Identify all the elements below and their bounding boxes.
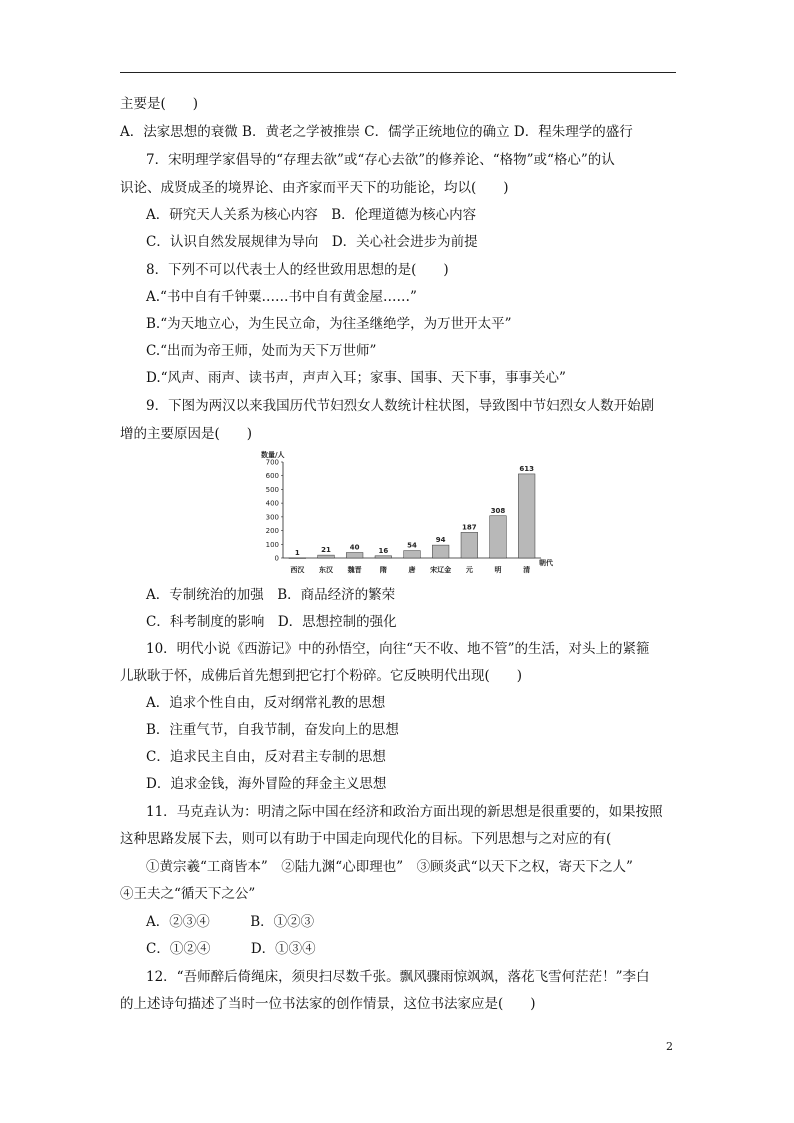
question-7-options-ab: A．研究天人关系为核心内容 B．伦理道德为核心内容 (146, 207, 477, 223)
bar (461, 532, 478, 558)
category-label: 唐 (408, 566, 416, 574)
y-tick-label: 400 (265, 499, 279, 508)
question-10-option-c: C．追求民主自由，反对君主专制的思想 (146, 749, 386, 765)
category-label: 隋 (379, 566, 387, 574)
question-8-option-d: D.“风声、雨声、读书声，声声入耳；家事、国事、天下事，事事关心” (146, 370, 566, 386)
bar-value-label: 16 (378, 546, 389, 555)
y-axis-label: 数量/人 (261, 451, 285, 459)
y-tick-label: 300 (265, 513, 279, 522)
question-12-stem: 12．“吾师醉后倚绳床，须臾扫尽数千张。飘风骤雨惊飒飒，落花飞雪何茫茫！”李白 (146, 969, 650, 985)
question-11-items: ①黄宗羲“工商皆本” ②陆九渊“心即理也” ③顾炎武“以天下之权，寄天下之人” (146, 859, 633, 875)
question-8-option-b: B.“为天地立心，为生民立命，为往圣继绝学，为万世开太平” (146, 316, 512, 332)
question-9-options-cd: C．科考制度的影响 D．思想控制的强化 (146, 614, 397, 630)
category-label: 西汉 (290, 566, 305, 574)
y-tick-label: 600 (265, 472, 279, 481)
bar (518, 474, 535, 558)
question-10-option-d: D．追求金钱，海外冒险的拜金主义思想 (146, 776, 387, 792)
bar (346, 553, 363, 558)
bar-value-label: 94 (435, 536, 446, 545)
category-label: 元 (465, 566, 473, 574)
y-tick-label: 100 (265, 540, 279, 549)
bar-value-label: 1 (294, 548, 300, 557)
question-6-stem-tail: 主要是( ) (120, 96, 199, 112)
question-12-stem-cont: 的上述诗句描述了当时一位书法家的创作情景，这位书法家应是( ) (120, 996, 536, 1012)
y-tick-label: 700 (265, 458, 279, 467)
category-label: 宋辽金 (430, 566, 452, 574)
bar (289, 558, 306, 559)
question-10-option-b: B．注重气节，自我节制，奋发向上的思想 (146, 722, 399, 738)
question-6-options: A．法家思想的衰微 B．黄老之学被推崇 C．儒学正统地位的确立 D．程朱理学的盛行 (120, 124, 633, 140)
x-axis-label: 朝代 (539, 559, 553, 567)
question-10-stem: 10．明代小说《西游记》中的孙悟空，向往“天不收、地不管”的生活，对头上的紧箍 (146, 641, 650, 657)
y-tick-label: 0 (274, 554, 279, 563)
question-7-stem-cont: 识论、成贤成圣的境界论、由齐家而平天下的功能论，均以( ) (120, 180, 509, 196)
question-9-options-ab: A．专制统治的加强 B．商品经济的繁荣 (146, 587, 396, 603)
question-10-stem-cont: 儿耿耿于怀，成佛后首先想到把它打个粉碎。它反映明代出现( ) (120, 668, 523, 684)
question-11-stem: 11．马克垚认为：明清之际中国在经济和政治方面出现的新思想是很重要的，如果按照 (146, 804, 663, 820)
category-label: 东汉 (319, 566, 333, 574)
y-tick-label: 200 (265, 527, 279, 536)
question-7-stem: 7．宋明理学家倡导的“存理去欲”或“存心去欲”的修养论、“格物”或“格心”的认 (146, 152, 615, 168)
bar (490, 516, 507, 558)
category-label: 魏晋 (347, 566, 362, 574)
question-9-stem-cont: 增的主要原因是( ) (120, 426, 253, 442)
question-9-stem: 9．下图为两汉以来我国历代节妇烈女人数统计柱状图，导致图中节妇烈女人数开始剧 (146, 398, 655, 414)
category-label: 明 (494, 566, 502, 574)
question-11-options-cd: C．①②④ D．①③④ (146, 941, 316, 957)
bar-value-label: 613 (519, 464, 534, 473)
bar-value-label: 54 (407, 541, 417, 550)
bar (404, 551, 421, 558)
question-8-option-c: C.“出而为帝王师，处而为天下万世师” (146, 343, 377, 359)
question-11-items-cont: ④王夫之“循天下之公” (120, 886, 256, 902)
question-7-options-cd: C．认识自然发展规律为导向 D．关心社会进步为前提 (146, 234, 478, 250)
bar-value-label: 187 (462, 523, 477, 532)
bar-value-label: 40 (349, 543, 360, 552)
question-8-option-a: A.“书中自有千钟粟……书中自有黄金屋……” (146, 289, 417, 305)
y-tick-label: 500 (265, 485, 279, 494)
category-label: 清 (523, 566, 531, 574)
bar-chart (255, 448, 575, 578)
question-11-options-ab: A．②③④ B．①②③ (146, 914, 315, 930)
question-8-stem: 8．下列不可以代表士人的经世致用思想的是( ) (146, 262, 449, 278)
bar (318, 555, 335, 558)
bar (432, 545, 449, 558)
bar-value-label: 21 (321, 546, 331, 555)
question-11-stem-cont: 这种思路发展下去，则可以有助于中国走向现代化的目标。下列思想与之对应的有( (120, 831, 612, 847)
bar-value-label: 308 (490, 506, 506, 515)
question-10-option-a: A．追求个性自由，反对纲常礼教的思想 (146, 695, 386, 711)
bar (375, 556, 392, 558)
header-rule (120, 72, 676, 73)
page-number: 2 (666, 1040, 673, 1053)
